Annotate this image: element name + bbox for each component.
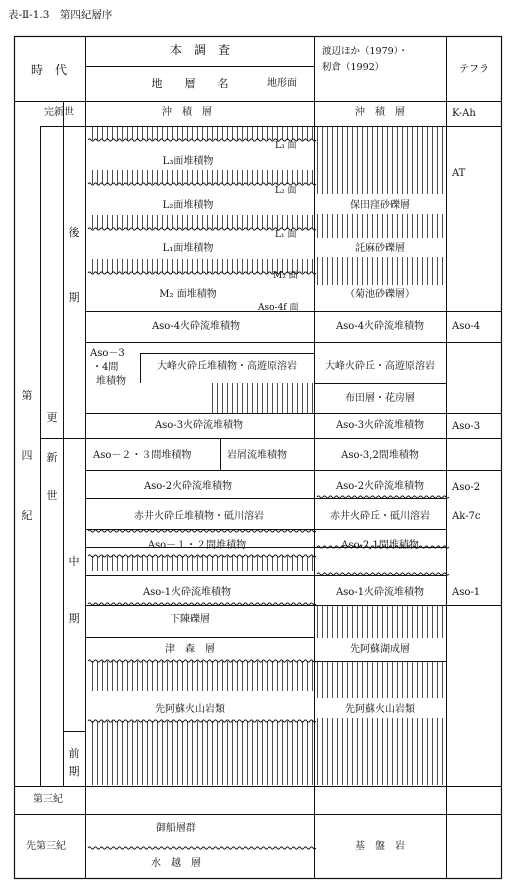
survey-tsumori: 津 森 層 [165,644,215,655]
survey-aso2-pfd: Aso-2火砕流堆積物 [143,481,233,492]
wata-omine: 大峰火砕丘・高遊原溶岩 [325,361,435,372]
wata-takuma: 託麻砂礫層 [355,243,405,254]
hatch-band [317,257,445,285]
tephra-kah: K-Ah [452,108,476,119]
survey-shimojin: 下陳礫層 [170,614,210,625]
wata-aso1-pfd: Aso-1火砕流堆積物 [335,587,425,598]
era-early-2: 期 [68,765,80,778]
wata-alluvium: 沖 積 層 [355,107,405,118]
wata-aso32: Aso-3,2間堆積物 [341,450,419,461]
unconformity-line [88,603,316,605]
survey-alluvium: 沖 積 層 [162,107,212,118]
landform-header: 地形面 [267,78,297,89]
era-pleistocene-1: 更 [46,411,58,424]
survey-m2-deposit: M₂ 面堆積物 [159,289,217,300]
era-middle-2: 期 [68,612,80,625]
survey-mizukoshi: 水 越 層 [151,858,201,869]
era-quaternary-3: 紀 [21,509,33,522]
hatch-band [88,556,313,571]
tephra-aso3: Aso-3 [452,421,481,432]
survey-aso34-c: 堆積物 [96,376,126,387]
survey-aso1-pfd: Aso-1火砕流堆積物 [142,587,232,598]
wata-akai: 赤井火砕丘・砥川溶岩 [330,511,430,522]
era-pleistocene-3: 世 [46,489,58,502]
hatch-band [210,383,313,413]
era-late-2: 期 [68,291,80,304]
era-middle-1: 中 [68,555,80,568]
survey-mifune: 御船層群 [156,823,196,834]
era-holocene: 完新世 [44,107,74,118]
hatch-band [317,718,445,785]
hatch-band [88,721,313,785]
watanabe-header-2: 籾倉（1992） [322,62,385,73]
landform-l3: L₃ 面 [275,141,297,151]
watanabe-header: 渡辺ほか（1979）・ [322,46,408,57]
survey-aso4-pfd: Aso-4火砕流堆積物 [151,321,241,332]
survey-debris: 岩屑流堆積物 [227,450,287,461]
wata-hotakubo: 保田窪砂礫層 [350,200,410,211]
survey-aso3-pfd: Aso-3火砕流堆積物 [154,420,244,431]
wata-aso21: Aso-2,1間堆積物 [341,540,419,551]
era-tertiary: 第三紀 [33,794,63,805]
hatch-band [88,661,313,691]
hatch-band [317,605,445,638]
hatch-band [88,170,313,184]
tephra-at: AT [452,168,466,179]
hatch-band [88,215,313,229]
era-quaternary-1: 第 [21,389,33,402]
survey-aso12: Aso－１・２間堆積物 [147,540,247,551]
tephra-header: テフラ [459,64,489,75]
stratum-name-header: 地 層 名 [151,77,229,90]
hatch-band [317,214,445,238]
table-title: 表-Ⅱ-1.3 第四紀層序 [8,9,113,21]
landform-l1: L₁ 面 [275,230,297,240]
wata-pre-aso-lake: 先阿蘇湖成層 [350,644,410,655]
landform-l2: L₂ 面 [275,186,297,196]
survey-aso23: Aso－２・３間堆積物 [93,450,192,461]
wata-basement: 基 盤 岩 [355,841,405,852]
era-quaternary-2: 四 [21,449,33,462]
landform-m2: M₂ 面 [273,271,298,281]
unconformity-line [88,530,316,532]
survey-akai: 赤井火砕丘堆積物・砥川溶岩 [134,511,264,522]
tephra-aso4: Aso-4 [452,321,481,332]
wata-aso2-pfd: Aso-2火砕流堆積物 [335,481,425,492]
era-pleistocene-2: 新 [46,451,58,464]
unconformity-line [88,847,316,849]
wata-fuda: 布田層・花房層 [345,393,415,404]
hatch-band [317,126,445,194]
era-late-1: 後 [68,226,80,239]
wata-aso3-pfd: Aso-3火砕流堆積物 [335,420,425,431]
landform-aso4f: Aso-4f 面 [258,303,299,313]
era-pretertiary: 先第三紀 [26,841,66,852]
wata-kikuchi: （菊池砂礫層） [345,289,415,300]
unconformity-line [317,573,449,575]
tephra-aso2: Aso-2 [452,482,481,493]
survey-aso34-a: Aso－3 [90,348,125,359]
wata-aso4-pfd: Aso-4火砕流堆積物 [335,321,425,332]
survey-aso34-b: ・4間 [92,362,119,373]
survey-header: 本 調 査 [169,43,231,57]
survey-l3-deposit: L₃面堆積物 [162,156,214,167]
survey-l2-deposit: L₂面堆積物 [162,200,214,211]
era-header: 時 代 [30,63,68,77]
tephra-aso1: Aso-1 [452,587,481,598]
tephra-ak7c: Ak-7c [452,511,481,522]
hatch-band [88,126,313,140]
survey-l1-deposit: L₁面堆積物 [162,243,214,254]
hatch-band [317,661,445,698]
wata-volcanic: 先阿蘇火山岩類 [345,704,415,715]
survey-volcanic: 先阿蘇火山岩類 [155,704,225,715]
era-early-1: 前 [68,747,80,760]
survey-omine: 大峰火砕丘堆積物・高遊原溶岩 [157,361,297,372]
unconformity-line [317,496,449,498]
